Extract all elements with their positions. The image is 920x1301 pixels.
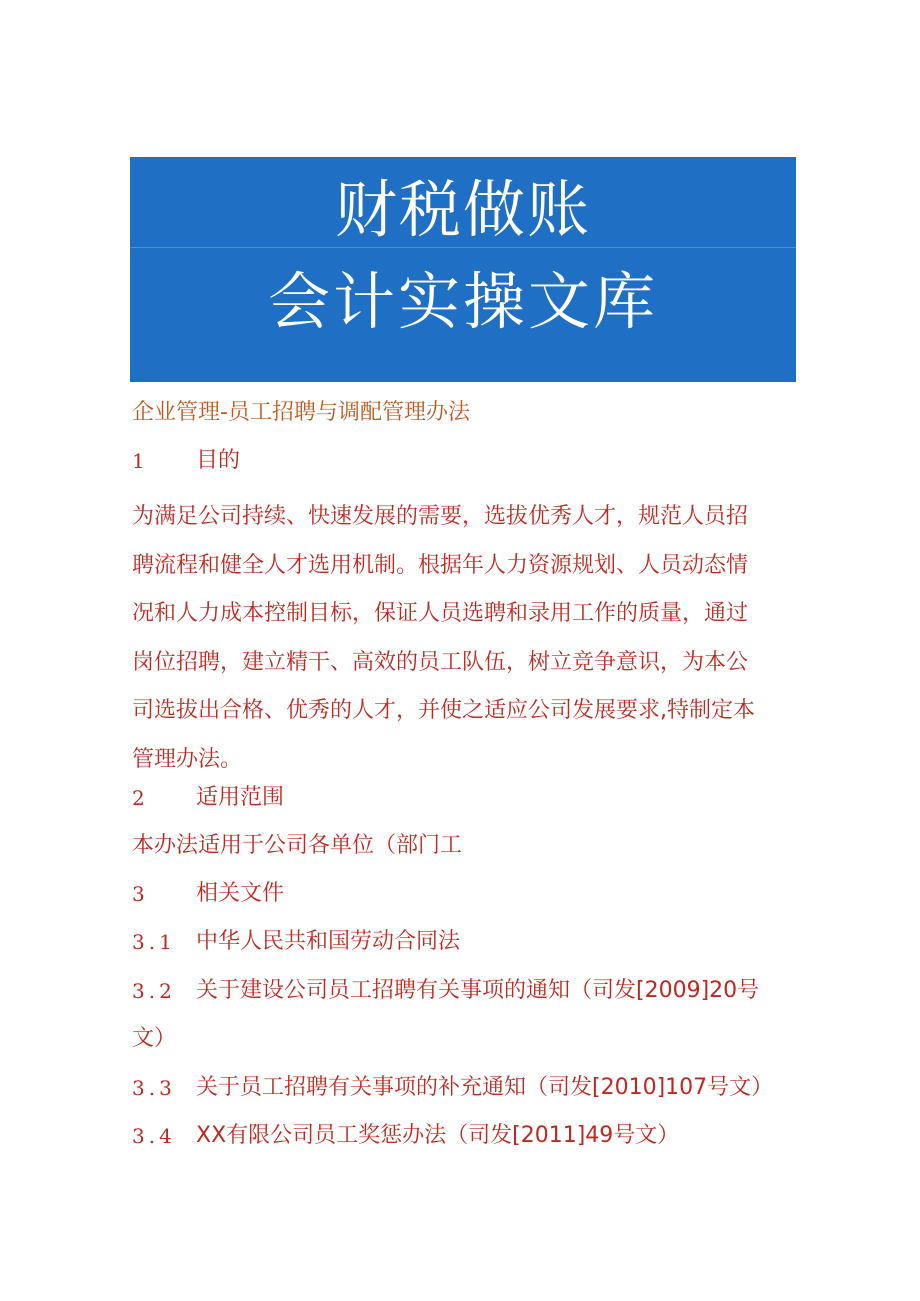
scope-text: 本办法适用于公司各单位（部门工 bbox=[132, 833, 463, 858]
paragraph-line: 岗位招聘，建立精干、高效的员工队伍，树立竞争意识，为本公 bbox=[132, 649, 749, 675]
reference-text: 中华人民共和国劳动合同法 bbox=[196, 929, 461, 954]
paragraph-line: 况和人力成本控制目标，保证人员选聘和录用工作的质量，通过 bbox=[132, 601, 749, 626]
banner-title-line2: 会计实操文库 bbox=[267, 265, 658, 338]
paragraph-line: 司选拔出合格、优秀的人才，并使之适应公司发展要求,特制定本 bbox=[132, 698, 755, 723]
reference-number: 3.1 bbox=[132, 930, 176, 954]
reference-continuation: 文） bbox=[132, 1026, 177, 1051]
reference-text: 关于建设公司员工招聘有关事项的通知（司发[2009]20号 bbox=[196, 978, 760, 1003]
section-title: 目的 bbox=[196, 448, 241, 473]
paragraph-line: 为满足公司持续、快速发展的需要，选拔优秀人才，规范人员招 bbox=[132, 504, 749, 529]
section-number: 3 bbox=[132, 882, 149, 906]
reference-text: 关于员工招聘有关事项的补充通知（司发[2010]107号文） bbox=[196, 1075, 774, 1100]
paragraph-line: 聘流程和健全人才选用机制。根据年人力资源规划、人员动态情 bbox=[132, 552, 749, 578]
reference-number: 3.2 bbox=[132, 979, 176, 1003]
section-title: 相关文件 bbox=[196, 881, 285, 906]
reference-text: XX有限公司员工奖惩办法（司发[2011]49号文） bbox=[196, 1123, 680, 1148]
section-title: 适用范围 bbox=[196, 785, 285, 810]
purpose-paragraph bbox=[132, 493, 792, 784]
banner-divider bbox=[130, 247, 796, 248]
banner-title-line1: 财税做账 bbox=[334, 173, 591, 246]
banner bbox=[130, 157, 796, 382]
document-title: 企业管理-员工招聘与调配管理办法 bbox=[132, 400, 470, 425]
section-number: 1 bbox=[132, 449, 149, 473]
paragraph-line: 管理办法。 bbox=[132, 746, 243, 772]
reference-number: 3.3 bbox=[132, 1076, 176, 1100]
section-number: 2 bbox=[132, 786, 149, 810]
reference-number: 3.4 bbox=[132, 1124, 176, 1148]
